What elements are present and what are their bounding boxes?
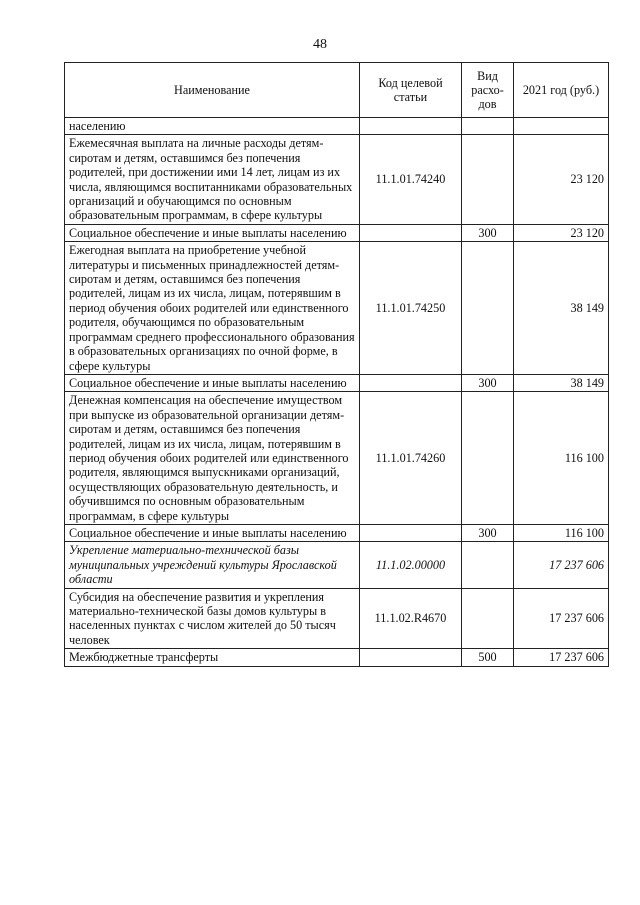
row-code-cell (360, 524, 462, 541)
row-name-cell: Ежегодная выплата на приобретение учебной литературы и письменных принадлежностей детям-сиротам и детям, оставшимся без попечения родителей, лицам из их числа, лицам, потерявшим в период обучения обоих родителей или единственного родителя, обучающимся по образовательным программам среднего профессионального образования в образовательных организациях по очной форме, в сфере культуры (65, 242, 360, 375)
row-code-cell: 11.1.01.74240 (360, 135, 462, 224)
row-name-cell: Укрепление материально-технической базы муниципальных учреждений культуры Ярославской области (65, 542, 360, 588)
table-row (65, 542, 609, 588)
row-name-cell: Субсидия на обеспечение развития и укрепления материально-технической базы домов культуры в населенных пунктах с числом жителей до 50 тысяч человек (65, 588, 360, 649)
row-code-cell (360, 224, 462, 241)
row-amount-cell: 17 237 606 (514, 588, 609, 649)
row-amount-cell (514, 118, 609, 135)
row-name-cell: Межбюджетные трансферты (65, 649, 360, 666)
row-amount-cell: 17 237 606 (514, 649, 609, 666)
table-row (65, 588, 609, 649)
row-kind-cell (462, 135, 514, 224)
header-code: Код целевой статьи (360, 63, 462, 118)
row-code-cell (360, 374, 462, 391)
table-header-row (65, 63, 609, 118)
table-row (65, 118, 609, 135)
row-name-cell: населению (65, 118, 360, 135)
row-kind-cell: 500 (462, 649, 514, 666)
row-kind-cell: 300 (462, 524, 514, 541)
row-code-cell: 11.1.01.74260 (360, 392, 462, 525)
row-kind-cell (462, 392, 514, 525)
row-code-cell (360, 118, 462, 135)
row-amount-cell: 17 237 606 (514, 542, 609, 588)
row-kind-cell: 300 (462, 374, 514, 391)
row-code-cell: 11.1.02.00000 (360, 542, 462, 588)
header-year: 2021 год (руб.) (514, 63, 609, 118)
table-row (65, 649, 609, 666)
row-code-cell: 11.1.01.74250 (360, 242, 462, 375)
budget-table (64, 62, 609, 667)
row-kind-cell: 300 (462, 224, 514, 241)
row-code-cell (360, 649, 462, 666)
table-row (65, 135, 609, 224)
row-kind-cell (462, 242, 514, 375)
row-name-cell: Социальное обеспечение и иные выплаты населению (65, 374, 360, 391)
row-kind-cell (462, 588, 514, 649)
row-amount-cell: 23 120 (514, 135, 609, 224)
row-name-cell: Денежная компенсация на обеспечение имуществом при выпуске из образовательной организации детям-сиротам и детям, оставшимся без попечения родителей, лицам из их числа, лицам, потерявшим в период обучения обоих родителей или единственного родителя, являющимся выпускниками организаций, осуществляющих образовательную деятельность, и обучившимся по основным образовательным программам, в сфере культуры (65, 392, 360, 525)
row-name-cell: Социальное обеспечение и иные выплаты населению (65, 224, 360, 241)
table-row (65, 392, 609, 525)
row-amount-cell: 38 149 (514, 242, 609, 375)
row-name-cell: Социальное обеспечение и иные выплаты населению (65, 524, 360, 541)
row-kind-cell (462, 118, 514, 135)
row-amount-cell: 38 149 (514, 374, 609, 391)
header-name: Наименование (65, 63, 360, 118)
row-amount-cell: 116 100 (514, 392, 609, 525)
table-row (65, 224, 609, 241)
row-amount-cell: 116 100 (514, 524, 609, 541)
table-row (65, 374, 609, 391)
page-number: 48 (313, 37, 327, 52)
row-kind-cell (462, 542, 514, 588)
table-body (65, 118, 609, 667)
table-row (65, 524, 609, 541)
row-amount-cell: 23 120 (514, 224, 609, 241)
row-code-cell: 11.1.02.R4670 (360, 588, 462, 649)
header-kind: Вид расхо-дов (462, 63, 514, 118)
row-name-cell: Ежемесячная выплата на личные расходы детям-сиротам и детям, оставшимся без попечения родителей, при достижении ими 14 лет, лицам из их числа, являющимся воспитанниками образовательных организаций и обучающимся по основным образовательным программам, в сфере культуры (65, 135, 360, 224)
table-row (65, 242, 609, 375)
